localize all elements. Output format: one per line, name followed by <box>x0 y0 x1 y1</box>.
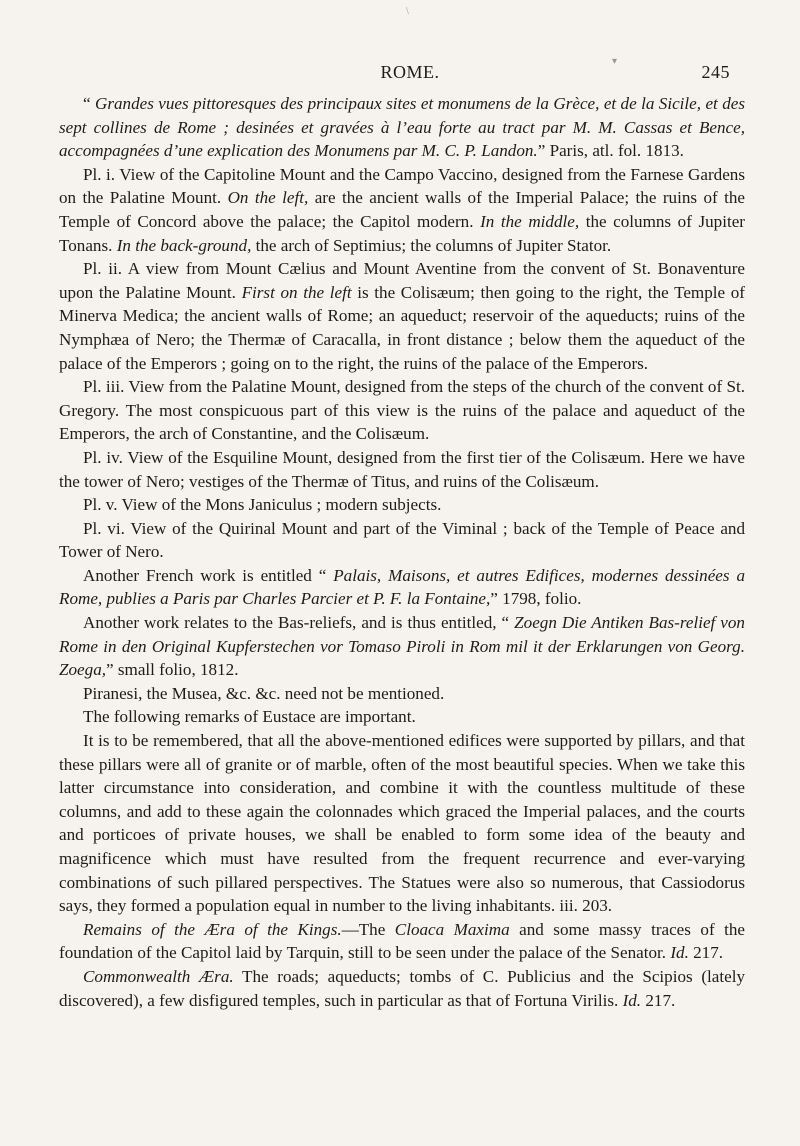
italic-text: In the back-ground, <box>116 235 252 255</box>
text-run: Pl. iv. View of the Esquiline Mount, designed from the first tier of the Colisæum. Here we have the tower of Nero; vestiges of the Thermæ of Titus, and ruins of the Colisæum. <box>59 447 745 491</box>
paragraph <box>59 918 745 965</box>
text-run: 217. <box>641 990 676 1010</box>
text-run: “ <box>83 94 95 113</box>
text-run: and some massy traces of the foundation of the Capitol laid by Tarquin, still to be seen under the palace of the Senator. <box>59 919 745 963</box>
text-run: It is to be remembered, that all the above-mentioned edifices were supported by pillars, and that these pillars were all of granite or of marble, often of the most beautiful species. When we take this latter circumstance into consideration, and combine it with the countless multitude of these columns, and add to these again the colonnades which graced the Imperial palaces, and the courts and porticoes of private houses, we shall be enabled to form some idea of the beauty and magnificence which must have resulted from the frequent recurrence and ever-varying combinations of such pillared perspectives. The Statues were also so numerous, that Cassiodorus says, they formed a population equal in number to the living inhabitants. iii. 203. <box>59 731 745 916</box>
paragraph <box>59 92 745 163</box>
text-run: the arch of Septimius; the columns of Jupiter Stator. <box>251 235 612 255</box>
paragraph <box>59 729 745 918</box>
italic-text: Cloaca Maxima <box>394 919 510 939</box>
italic-text: First on the left <box>241 282 352 302</box>
italic-text: Commonwealth Æra. <box>83 966 234 986</box>
text-run: ” small folio, 1812. <box>106 660 239 680</box>
text-run: ” 1798, folio. <box>490 589 582 609</box>
text-run: Pl. ii. A view from Mount Cælius and Mount Aventine from the convent of St. Bonaventure upon the Palatine Mount. <box>59 259 745 302</box>
paragraph <box>59 705 745 729</box>
text-run: Pl. v. View of the Mons Janiculus ; modern subjects. <box>83 495 442 515</box>
paragraph <box>59 517 745 564</box>
italic-text: Remains of the Æra of the Kings. <box>83 919 342 939</box>
running-title: ROME. <box>380 62 440 82</box>
paragraph <box>59 375 745 446</box>
italic-text: On the left, <box>227 188 309 208</box>
page-number: 245 <box>701 62 730 82</box>
text-run: Pl. vi. View of the Quirinal Mount and part of the Viminal ; back of the Temple of Peace and Tower of Nero. <box>59 518 745 562</box>
italic-text: In the middle, <box>480 211 580 231</box>
text-run: The following remarks of Eustace are important. <box>83 707 416 727</box>
paragraph <box>59 163 745 257</box>
text-run: are the ancient walls of the Imperial Palace; the ruins of the Temple of Concord above the palace; the Capitol modern. <box>59 188 745 231</box>
text-run: Another French work is entitled “ <box>83 565 334 585</box>
paragraph <box>59 965 745 1012</box>
italic-text: Id. <box>622 990 642 1010</box>
italic-text: Id. <box>670 943 689 963</box>
text-run: Another work relates to the Bas-reliefs, and is thus entitled, “ <box>83 613 515 633</box>
text-run: The roads; aqueducts; tombs of C. Publicius and the Scipios (lately discovered), a few disfigured temples, such in particular as that of Fortuna Virilis. <box>59 966 745 1010</box>
body-text <box>59 92 745 1012</box>
text-run: Pl. iii. View from the Palatine Mount, designed from the steps of the church of the convent of St. Gregory. The most conspicuous part of this view is the ruins of the palace and aqueduct of the Emperors, the arch of Constantine, and the Colisæum. <box>59 377 745 444</box>
paragraph <box>59 493 745 517</box>
italic-text: Grandes vues pittoresques des principaux sites et monumens de la Grèce, et de la Sicile, et des sept collines de Rome ; desinées et gravées à l’eau forte au tract par M. M. Cassas et Bence, accompagnées d’une explication des Monumens par M. C. P. Landon. <box>59 94 745 161</box>
running-head <box>90 62 730 86</box>
print-speck: \ <box>406 6 409 17</box>
text-run: ” Paris, atl. fol. 1813. <box>537 141 684 161</box>
text-run: the columns of Jupiter Tonans. <box>59 211 745 255</box>
paragraph <box>59 611 745 682</box>
text-run: Pl. i. View of the Capitoline Mount and the Campo Vaccino, designed from the Farnese Gardens on the Palatine Mount. <box>59 164 745 208</box>
italic-text: Zoegn Die Antiken Bas-relief von Rome in den Original Kupferstechen vor Tomaso Piroli in Rom mil it der Erklarungen von Georg. Zoega, <box>59 613 745 680</box>
paragraph <box>59 257 745 375</box>
paragraph <box>59 682 745 706</box>
print-speck: ▾ <box>612 56 618 67</box>
paragraph <box>59 446 745 493</box>
italic-text: Palais, Maisons, et autres Edifices, modernes dessinées a Rome, publies a Paris par Charles Parcier et P. F. la Fontaine, <box>59 565 745 609</box>
text-run: 217. <box>688 943 724 963</box>
text-run: Piranesi, the Musea, &c. &c. need not be mentioned. <box>83 683 445 703</box>
text-run: —The <box>341 919 395 939</box>
paragraph <box>59 564 745 611</box>
text-run: is the Colisæum; then going to the right, the Temple of Minerva Medica; the ancient walls of Rome; an aqueduct; reservoir of the aqueducts; ruins of the Nymphæa of Nero; the Thermæ of Caracalla, in front distance ; below them the aqueduct of the palace of the Emperors ; going on to the right, the ruins of the palace of the Emperors. <box>59 282 745 373</box>
